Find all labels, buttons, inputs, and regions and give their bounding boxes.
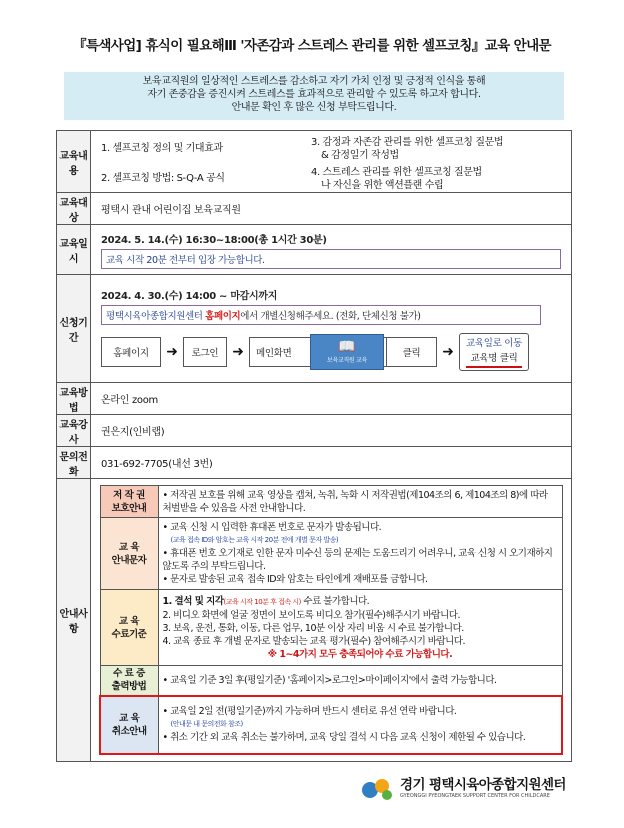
completion-label: 교 육 수료기준 bbox=[100, 590, 158, 666]
center-name-english: GYEONGGI PYEONGTAEK SUPPORT CENTER FOR CHILDCARE bbox=[400, 793, 550, 799]
apply-note-suffix: 에서 개별신청해주세요. (전화, 단체신청 불가) bbox=[240, 310, 421, 322]
row-datetime bbox=[57, 225, 572, 275]
notice-cell bbox=[91, 479, 572, 762]
page-title: 『특색사업] 휴식이 필요해Ⅲ '자존감과 스트레스 관리를 위한 셀프코칭』교육 안내문 bbox=[73, 38, 551, 54]
content-item-2: 2. 셀프코칭 방법: S-Q-A 공식 bbox=[101, 172, 225, 184]
apply-cell bbox=[91, 275, 572, 383]
completion-text: 1. 결석 및 지각(교육 시작 10분 후 접속 시) 수료 불가합니다. 2. 비디오 화면에 얼굴 정면이 보이도록 비디오 참가(필수)해주시기 바랍니다. 3. 보육, 운전, 통화, 이동, 다른 업무, 10분 이상 자리 비움 시 수료 불가합니다. 4. 교육 종료 후 개별 문자로 발송되는 교육 평가(필수) 참여해주시기 바랍니다. ※ 1~4가지 모두 충족되어야 수료 가능합니다. bbox=[158, 590, 562, 666]
row-lecturer bbox=[57, 415, 572, 447]
sms-text: • 교육 신청 시 입력한 휴대폰 번호로 문자가 발송됩니다. (교육 접속 ID와 암호는 교육 시작 20분 전에 개별 문자 발송) • 휴대폰 번호 오기재로 인한 문자 미수신 등의 문제는 도움드리기 어려우니, 교육 신청 시 오기재하지 않도록 주의 부탁드립니다. • 문자로 발송된 교육 접속 ID와 암호는 타인에게 재배포를 금합니다. bbox=[158, 518, 562, 590]
copyright-text: • 저작권 보호를 위해 교육 영상을 캡쳐, 녹취, 녹화 시 저작권법(제104조의 6, 제104조의 8)에 따라 처벌받을 수 있음을 사전 안내합니다. bbox=[158, 486, 562, 518]
notice-cancel bbox=[100, 696, 562, 754]
label-phone: 문의전화 bbox=[57, 447, 91, 479]
intro-line: 보육교직원의 일상적인 스트레스를 감소하고 자기 가치 인정 및 긍정적 인식을 통해 bbox=[142, 76, 486, 87]
datetime-date: 2024. 5. 14.(수) 16:30~18:00(총 1시간 30분) bbox=[101, 234, 327, 246]
final-line-2: 교육명 클릭 bbox=[466, 351, 522, 368]
notice-certificate bbox=[100, 666, 562, 696]
content-item-4b: 나 자신을 위한 액션플랜 수립 bbox=[321, 179, 444, 191]
lecturer-text: 권은지(인비랩) bbox=[91, 415, 572, 447]
apply-note-prefix: 평택시육아종합지원센터 bbox=[106, 310, 206, 322]
flow-main-label: 메인화면 bbox=[256, 347, 292, 359]
content-cell bbox=[91, 131, 572, 193]
intro-line: 자기 존중감을 증진시켜 스트레스를 효과적으로 관리할 수 있도록 하고자 합니다. bbox=[147, 89, 481, 100]
final-line-1: 교육일로 이동 bbox=[466, 337, 522, 349]
notice-copyright bbox=[100, 486, 562, 518]
intro-box bbox=[64, 72, 564, 120]
flow-final bbox=[459, 333, 529, 371]
footer bbox=[360, 776, 566, 802]
method-text: 온라인 zoom bbox=[91, 383, 572, 415]
notice-completion bbox=[100, 590, 562, 666]
book-label: 보육교직원 교육 bbox=[326, 357, 368, 364]
label-target: 교육대상 bbox=[57, 193, 91, 225]
row-method bbox=[57, 383, 572, 415]
flow-main bbox=[249, 337, 387, 367]
row-content bbox=[57, 131, 572, 193]
arrow-right-icon: ➜ bbox=[232, 343, 244, 360]
book-icon: 📖 보육교직원 교육 bbox=[310, 334, 384, 370]
copyright-label: 저 작 권 보호안내 bbox=[100, 486, 158, 518]
row-notice bbox=[57, 479, 572, 762]
apply-note bbox=[101, 305, 541, 325]
target-text: 평택시 관내 어린이집 보육교직원 bbox=[91, 193, 572, 225]
row-apply bbox=[57, 275, 572, 383]
notice-subtable bbox=[99, 485, 563, 755]
label-content: 교육내용 bbox=[57, 131, 91, 193]
center-name: 경기 평택시육아종합지원센터 bbox=[400, 777, 566, 793]
label-notice: 안내사항 bbox=[57, 479, 91, 762]
row-target bbox=[57, 193, 572, 225]
content-item-3b: & 감정일기 작성법 bbox=[321, 149, 399, 161]
label-datetime: 교육일시 bbox=[57, 225, 91, 275]
label-apply: 신청기간 bbox=[57, 275, 91, 383]
phone-text: 031-692-7705(내선 3번) bbox=[91, 447, 572, 479]
certificate-label: 수 료 증 출력방법 bbox=[100, 666, 158, 696]
flow-login: 로그인 bbox=[183, 337, 227, 367]
row-phone bbox=[57, 447, 572, 479]
certificate-text: • 교육일 기준 3일 후(평일기준) '홈페이지>로그인>마이페이지'에서 출력 가능합니다. bbox=[158, 666, 562, 696]
intro-line: 안내문 확인 후 많은 신청 부탁드립니다. bbox=[231, 102, 397, 113]
label-method: 교육방법 bbox=[57, 383, 91, 415]
info-table bbox=[56, 130, 572, 762]
cancel-label: 교 육 취소안내 bbox=[100, 696, 158, 754]
content-item-1: 1. 셀프코칭 정의 및 기대효과 bbox=[101, 142, 223, 154]
apply-flow bbox=[101, 333, 561, 371]
apply-period: 2024. 4. 30.(수) 14:00 ~ 마감시까지 bbox=[101, 290, 278, 302]
content-item-3: 3. 감정과 자존감 관리를 위한 셀프코칭 질문법 bbox=[311, 136, 504, 148]
notice-sms bbox=[100, 518, 562, 590]
label-lecturer: 교육강사 bbox=[57, 415, 91, 447]
cancel-text: • 교육일 2일 전(평일기준)까지 가능하며 반드시 센터로 유선 연락 바랍니다. (안내문 내 문의전화 참조) • 취소 기간 외 교육 취소는 불가하며, 교육 당일 결석 시 다음 교육 신청이 제한될 수 있습니다. bbox=[158, 696, 562, 754]
arrow-right-icon: ➜ bbox=[166, 343, 178, 360]
arrow-right-icon: ➜ bbox=[442, 343, 454, 360]
content-item-4: 4. 스트레스 관리를 위한 셀프코칭 질문법 bbox=[311, 166, 482, 178]
datetime-cell bbox=[91, 225, 572, 275]
sms-label: 교 육 안내문자 bbox=[100, 518, 158, 590]
flow-homepage: 홈페이지 bbox=[101, 337, 161, 367]
flow-click: 클릭 bbox=[387, 337, 437, 367]
datetime-note: 교육 시작 20분 전부터 입장 가능합니다. bbox=[101, 249, 561, 269]
apply-note-highlight: 홈페이지 bbox=[205, 310, 241, 322]
center-logo-icon bbox=[360, 776, 394, 802]
completion-warning: ※ 1~4가지 모두 충족되어야 수료 가능합니다. bbox=[267, 648, 453, 660]
